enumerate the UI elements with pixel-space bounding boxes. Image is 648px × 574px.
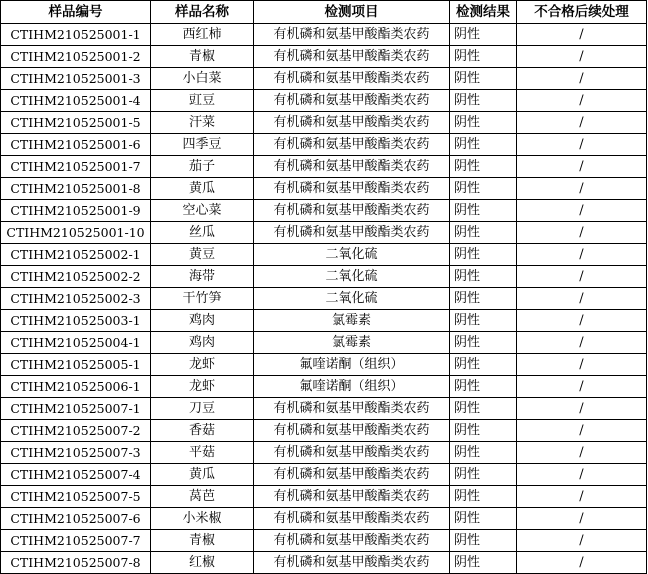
test-result-cell: 阴性 — [450, 420, 517, 442]
sample-name-cell: 龙虾 — [151, 354, 254, 376]
sample-id-cell: CTIHM210525007-4 — [1, 464, 151, 486]
test-result-cell: 阴性 — [450, 508, 517, 530]
test-result-cell: 阴性 — [450, 178, 517, 200]
test-item-cell: 二氧化硫 — [254, 266, 450, 288]
sample-name-cell: 黄瓜 — [151, 464, 254, 486]
test-result-cell: 阴性 — [450, 332, 517, 354]
test-result-cell: 阴性 — [450, 310, 517, 332]
followup-cell: / — [517, 332, 647, 354]
table-row — [1, 398, 647, 420]
table-row — [1, 244, 647, 266]
sample-name-cell: 西红柿 — [151, 24, 254, 46]
sample-id-cell: CTIHM210525002-1 — [1, 244, 151, 266]
sample-id-cell: CTIHM210525007-1 — [1, 398, 151, 420]
table-row — [1, 508, 647, 530]
sample-id-cell: CTIHM210525001-7 — [1, 156, 151, 178]
sample-name-cell: 刀豆 — [151, 398, 254, 420]
sample-id-cell: CTIHM210525001-8 — [1, 178, 151, 200]
table-row — [1, 442, 647, 464]
sample-name-cell: 干竹笋 — [151, 288, 254, 310]
test-item-cell: 有机磷和氨基甲酸酯类农药 — [254, 134, 450, 156]
followup-cell: / — [517, 508, 647, 530]
test-result-cell: 阴性 — [450, 266, 517, 288]
test-item-cell: 有机磷和氨基甲酸酯类农药 — [254, 68, 450, 90]
table-row — [1, 112, 647, 134]
followup-cell: / — [517, 266, 647, 288]
test-result-cell: 阴性 — [450, 46, 517, 68]
test-result-cell: 阴性 — [450, 354, 517, 376]
test-result-cell: 阴性 — [450, 552, 517, 574]
sample-id-cell: CTIHM210525001-2 — [1, 46, 151, 68]
test-result-cell: 阴性 — [450, 376, 517, 398]
test-item-cell: 有机磷和氨基甲酸酯类农药 — [254, 486, 450, 508]
sample-name-cell: 空心菜 — [151, 200, 254, 222]
table-row — [1, 552, 647, 574]
followup-cell: / — [517, 244, 647, 266]
followup-cell: / — [517, 376, 647, 398]
followup-cell: / — [517, 112, 647, 134]
table-row — [1, 530, 647, 552]
header-row — [1, 1, 647, 24]
test-item-cell: 氯霉素 — [254, 310, 450, 332]
sample-name-cell: 红椒 — [151, 552, 254, 574]
sample-name-cell: 鸡肉 — [151, 332, 254, 354]
test-item-cell: 有机磷和氨基甲酸酯类农药 — [254, 442, 450, 464]
test-result-cell: 阴性 — [450, 156, 517, 178]
sample-id-cell: CTIHM210525007-3 — [1, 442, 151, 464]
sample-id-cell: CTIHM210525001-1 — [1, 24, 151, 46]
sample-name-cell: 青椒 — [151, 46, 254, 68]
test-item-cell: 有机磷和氨基甲酸酯类农药 — [254, 178, 450, 200]
test-item-cell: 有机磷和氨基甲酸酯类农药 — [254, 200, 450, 222]
sample-id-cell: CTIHM210525001-9 — [1, 200, 151, 222]
followup-cell: / — [517, 90, 647, 112]
followup-cell: / — [517, 464, 647, 486]
test-item-cell: 有机磷和氨基甲酸酯类农药 — [254, 46, 450, 68]
sample-id-cell: CTIHM210525001-5 — [1, 112, 151, 134]
table-row — [1, 464, 647, 486]
test-result-cell: 阴性 — [450, 222, 517, 244]
sample-name-cell: 鸡肉 — [151, 310, 254, 332]
followup-cell: / — [517, 178, 647, 200]
test-result-cell: 阴性 — [450, 200, 517, 222]
table-row — [1, 134, 647, 156]
table-row — [1, 288, 647, 310]
sample-name-cell: 四季豆 — [151, 134, 254, 156]
sample-id-cell: CTIHM210525004-1 — [1, 332, 151, 354]
sample-name-cell: 平菇 — [151, 442, 254, 464]
table-row — [1, 200, 647, 222]
test-result-cell: 阴性 — [450, 24, 517, 46]
sample-name-cell: 莴芭 — [151, 486, 254, 508]
sample-id-cell: CTIHM210525007-7 — [1, 530, 151, 552]
test-item-cell: 氟喹诺酮（组织） — [254, 354, 450, 376]
followup-cell: / — [517, 288, 647, 310]
test-item-cell: 氯霉素 — [254, 332, 450, 354]
sample-name-cell: 香菇 — [151, 420, 254, 442]
sample-name-cell: 青椒 — [151, 530, 254, 552]
test-result-cell: 阴性 — [450, 530, 517, 552]
table-row — [1, 420, 647, 442]
test-item-cell: 有机磷和氨基甲酸酯类农药 — [254, 24, 450, 46]
followup-cell: / — [517, 222, 647, 244]
header-followup: 不合格后续处理 — [517, 1, 647, 24]
table-row — [1, 376, 647, 398]
test-item-cell: 有机磷和氨基甲酸酯类农药 — [254, 420, 450, 442]
followup-cell: / — [517, 442, 647, 464]
test-item-cell: 有机磷和氨基甲酸酯类农药 — [254, 552, 450, 574]
test-result-cell: 阴性 — [450, 68, 517, 90]
test-item-cell: 有机磷和氨基甲酸酯类农药 — [254, 398, 450, 420]
test-result-cell: 阴性 — [450, 464, 517, 486]
sample-id-cell: CTIHM210525007-8 — [1, 552, 151, 574]
followup-cell: / — [517, 134, 647, 156]
sample-name-cell: 黄豆 — [151, 244, 254, 266]
test-item-cell: 有机磷和氨基甲酸酯类农药 — [254, 222, 450, 244]
test-item-cell: 二氧化硫 — [254, 244, 450, 266]
test-item-cell: 有机磷和氨基甲酸酯类农药 — [254, 156, 450, 178]
followup-cell: / — [517, 200, 647, 222]
table-row — [1, 310, 647, 332]
header-test-item: 检测项目 — [254, 1, 450, 24]
sample-id-cell: CTIHM210525002-2 — [1, 266, 151, 288]
test-item-cell: 有机磷和氨基甲酸酯类农药 — [254, 112, 450, 134]
test-item-cell: 氟喹诺酮（组织） — [254, 376, 450, 398]
table-row — [1, 90, 647, 112]
followup-cell: / — [517, 486, 647, 508]
test-result-cell: 阴性 — [450, 288, 517, 310]
sample-id-cell: CTIHM210525001-4 — [1, 90, 151, 112]
test-item-cell: 二氧化硫 — [254, 288, 450, 310]
sample-name-cell: 丝瓜 — [151, 222, 254, 244]
table-row — [1, 156, 647, 178]
followup-cell: / — [517, 398, 647, 420]
table-row — [1, 46, 647, 68]
test-item-cell: 有机磷和氨基甲酸酯类农药 — [254, 508, 450, 530]
followup-cell: / — [517, 156, 647, 178]
followup-cell: / — [517, 530, 647, 552]
table-row — [1, 68, 647, 90]
sample-id-cell: CTIHM210525002-3 — [1, 288, 151, 310]
followup-cell: / — [517, 68, 647, 90]
table-row — [1, 354, 647, 376]
table-row — [1, 24, 647, 46]
test-result-cell: 阴性 — [450, 134, 517, 156]
header-sample-name: 样品名称 — [151, 1, 254, 24]
table-row — [1, 266, 647, 288]
sample-id-cell: CTIHM210525007-2 — [1, 420, 151, 442]
test-result-cell: 阴性 — [450, 244, 517, 266]
table-row — [1, 222, 647, 244]
sample-name-cell: 黄瓜 — [151, 178, 254, 200]
header-sample-id: 样品编号 — [1, 1, 151, 24]
sample-id-cell: CTIHM210525007-5 — [1, 486, 151, 508]
followup-cell: / — [517, 24, 647, 46]
sample-name-cell: 龙虾 — [151, 376, 254, 398]
test-item-cell: 有机磷和氨基甲酸酯类农药 — [254, 90, 450, 112]
test-result-cell: 阴性 — [450, 442, 517, 464]
table-row — [1, 332, 647, 354]
sample-name-cell: 小白菜 — [151, 68, 254, 90]
test-item-cell: 有机磷和氨基甲酸酯类农药 — [254, 464, 450, 486]
test-result-cell: 阴性 — [450, 112, 517, 134]
followup-cell: / — [517, 354, 647, 376]
test-result-cell: 阴性 — [450, 486, 517, 508]
sample-id-cell: CTIHM210525003-1 — [1, 310, 151, 332]
sample-id-cell: CTIHM210525006-1 — [1, 376, 151, 398]
sample-id-cell: CTIHM210525007-6 — [1, 508, 151, 530]
sample-id-cell: CTIHM210525001-10 — [1, 222, 151, 244]
sample-name-cell: 汗菜 — [151, 112, 254, 134]
sample-id-cell: CTIHM210525005-1 — [1, 354, 151, 376]
table-row — [1, 486, 647, 508]
sample-id-cell: CTIHM210525001-3 — [1, 68, 151, 90]
followup-cell: / — [517, 552, 647, 574]
sample-id-cell: CTIHM210525001-6 — [1, 134, 151, 156]
test-item-cell: 有机磷和氨基甲酸酯类农药 — [254, 530, 450, 552]
table-body — [1, 24, 647, 574]
test-result-cell: 阴性 — [450, 398, 517, 420]
header-test-result: 检测结果 — [450, 1, 517, 24]
followup-cell: / — [517, 420, 647, 442]
followup-cell: / — [517, 46, 647, 68]
table-row — [1, 178, 647, 200]
sample-name-cell: 豇豆 — [151, 90, 254, 112]
test-result-cell: 阴性 — [450, 90, 517, 112]
sample-name-cell: 海带 — [151, 266, 254, 288]
sample-name-cell: 茄子 — [151, 156, 254, 178]
followup-cell: / — [517, 310, 647, 332]
sample-name-cell: 小米椒 — [151, 508, 254, 530]
